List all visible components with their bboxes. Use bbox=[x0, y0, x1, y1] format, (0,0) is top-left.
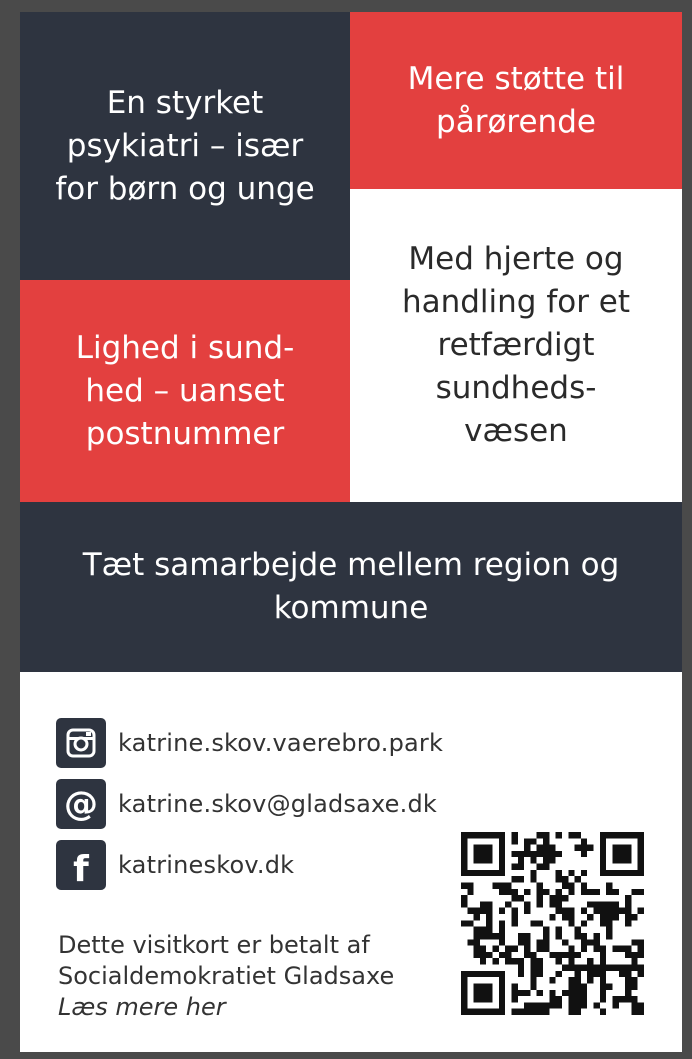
contact-instagram[interactable] bbox=[56, 718, 443, 768]
at-sign-icon: @ bbox=[56, 779, 106, 829]
business-card bbox=[20, 12, 682, 1052]
read-more-link[interactable]: Læs mere her bbox=[58, 993, 226, 1021]
block-cooperation-text: Tæt samarbejde mellem region og kommune bbox=[82, 547, 620, 626]
facebook-icon: f bbox=[56, 840, 106, 890]
website-link[interactable]: katrineskov.dk bbox=[118, 851, 295, 879]
block-equality-text: Lighed i sund-hed – uanset postnummer bbox=[75, 329, 295, 452]
block-psychiatry bbox=[20, 12, 350, 280]
instagram-icon bbox=[56, 718, 106, 768]
footer-line1: Dette visitkort er betalt af bbox=[58, 931, 370, 959]
contact-email[interactable] bbox=[56, 779, 437, 829]
footer-note bbox=[58, 930, 394, 1023]
block-equality bbox=[20, 280, 350, 502]
block-cooperation bbox=[20, 502, 682, 672]
block-relatives bbox=[350, 12, 682, 189]
qr-code[interactable] bbox=[461, 832, 644, 1015]
block-heart-text: Med hjerte og handling for et retfærdigt sundheds-væsen bbox=[401, 241, 631, 449]
email-address[interactable]: katrine.skov@gladsaxe.dk bbox=[118, 790, 438, 818]
block-heart bbox=[350, 189, 682, 502]
block-relatives-text: Mere støtte til pårørende bbox=[407, 60, 625, 140]
footer-line2: Socialdemokratiet Gladsaxe bbox=[58, 962, 395, 990]
contact-website[interactable] bbox=[56, 840, 294, 890]
block-psychiatry-text: En styrket psykiatri – især for børn og unge bbox=[55, 84, 315, 207]
instagram-handle[interactable]: katrine.skov.vaerebro.park bbox=[118, 729, 444, 757]
